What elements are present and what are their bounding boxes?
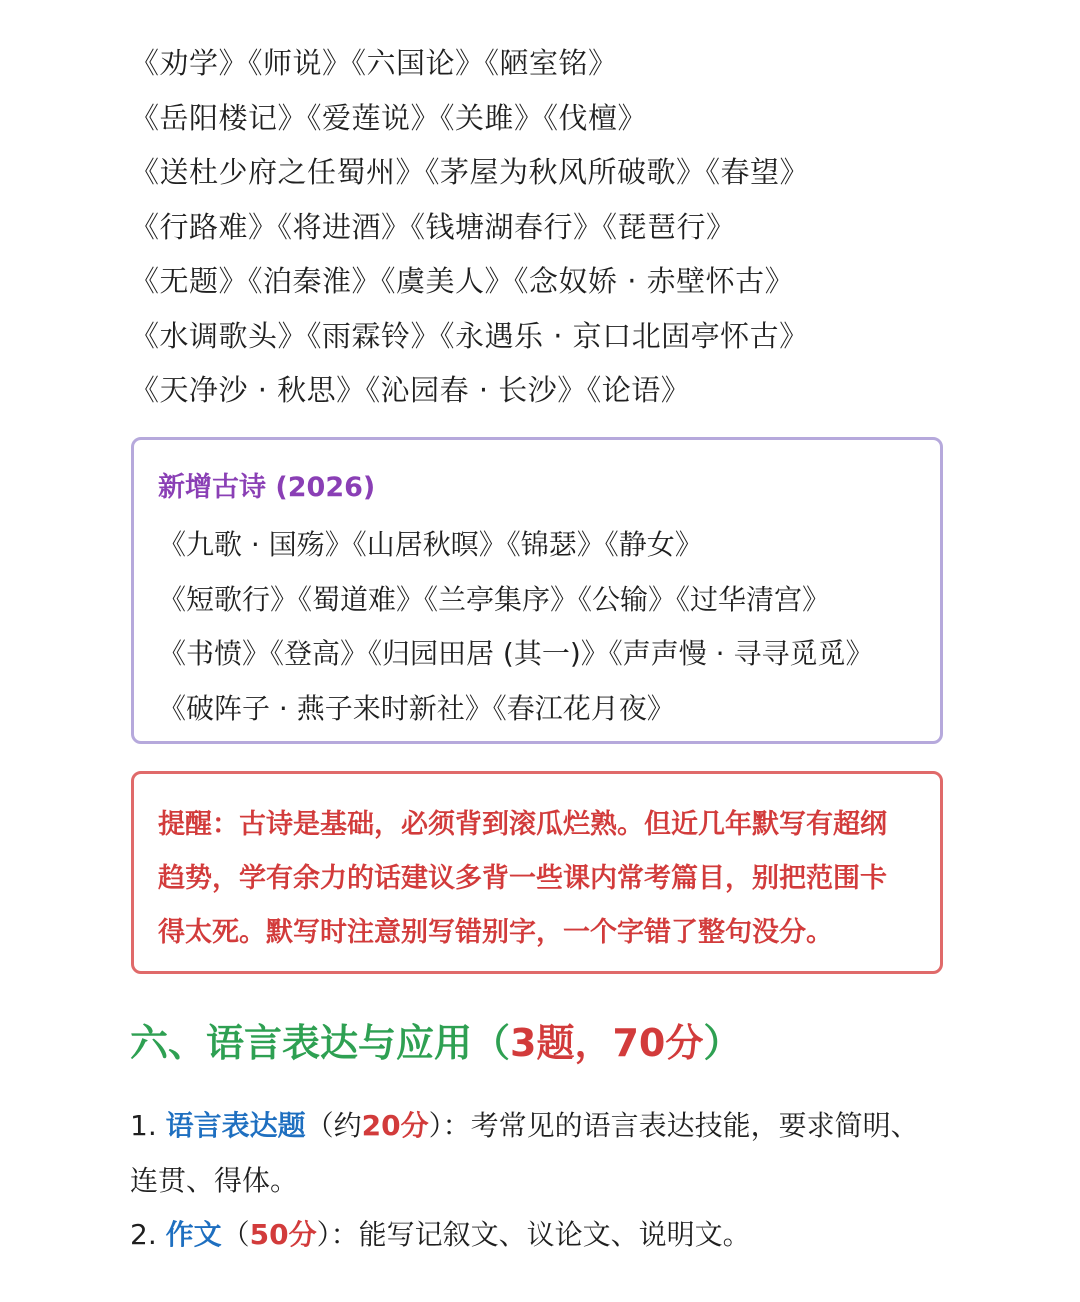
new-poem-line: 《九歌 · 国殇》《山居秋暝》《锦瑟》《静女》 — [158, 528, 703, 561]
section-heading-title: 六、语言表达与应用（ — [130, 1021, 511, 1065]
reminder-line: 得太死。默写时注意别写错别字，一个字错了整句没分。 — [158, 917, 833, 948]
item-score: 50分 — [249, 1218, 317, 1251]
item-description: ）：能写记叙文、议论文、说明文。 — [316, 1218, 751, 1251]
list-item-continuation: 连贯、得体。 — [130, 1163, 299, 1197]
item-paren-open: （ — [221, 1218, 250, 1251]
section-heading — [130, 1013, 741, 1073]
poem-line: 《行路难》《将进酒》《钱塘湖春行》《琵琶行》 — [130, 209, 736, 244]
item-name: 语言表达题 — [165, 1109, 306, 1142]
item-description: ）：考常见的语言表达技能，要求简明、 — [428, 1109, 919, 1142]
poem-line: 《无题》《泊秦淮》《虞美人》《念奴娇 · 赤壁怀古》 — [130, 264, 795, 298]
poem-line: 《送杜少府之任蜀州》《茅屋为秋风所破歌》《春望》 — [130, 155, 810, 189]
required-poem-list — [130, 36, 990, 418]
item-paren-open: （约 — [305, 1109, 362, 1142]
item-number: 1. — [130, 1109, 166, 1142]
list-item — [130, 1208, 1010, 1263]
item-name: 作文 — [165, 1218, 222, 1251]
new-poem-line: 《破阵子 · 燕子来时新社》《春江花月夜》 — [158, 691, 675, 725]
new-poems-title: 新增古诗 (2026) — [158, 472, 376, 503]
new-poems-box — [131, 437, 943, 744]
section-heading-close: ） — [703, 1021, 742, 1065]
item-score: 20分 — [361, 1109, 429, 1142]
reminder-box — [131, 771, 943, 974]
section-items — [130, 1099, 1010, 1263]
poem-line: 《劝学》《师说》《六国论》《陋室铭》 — [130, 46, 618, 80]
item-number: 2. — [130, 1218, 166, 1251]
reminder-line: 趋势，学有余力的话建议多背一些课内常考篇目，别把范围卡 — [158, 863, 887, 894]
new-poem-line: 《书愤》《登高》《归园田居 (其一)》《声声慢 · 寻寻觅觅》 — [158, 637, 874, 670]
section-heading-count: 3题，70分 — [510, 1021, 704, 1065]
poem-line: 《水调歌头》《雨霖铃》《永遇乐 · 京口北固亭怀古》 — [130, 318, 809, 353]
new-poem-line: 《短歌行》《蜀道难》《兰亭集序》《公输》《过华清宫》 — [158, 582, 831, 616]
reminder-line: 提醒：古诗是基础，必须背到滚瓜烂熟。但近几年默写有超纲 — [158, 809, 887, 840]
list-item — [130, 1099, 1010, 1154]
poem-line: 《天净沙 · 秋思》《沁园春 · 长沙》《论语》 — [130, 373, 691, 407]
poem-line: 《岳阳楼记》《爱莲说》《关雎》《伐檀》 — [130, 100, 648, 135]
